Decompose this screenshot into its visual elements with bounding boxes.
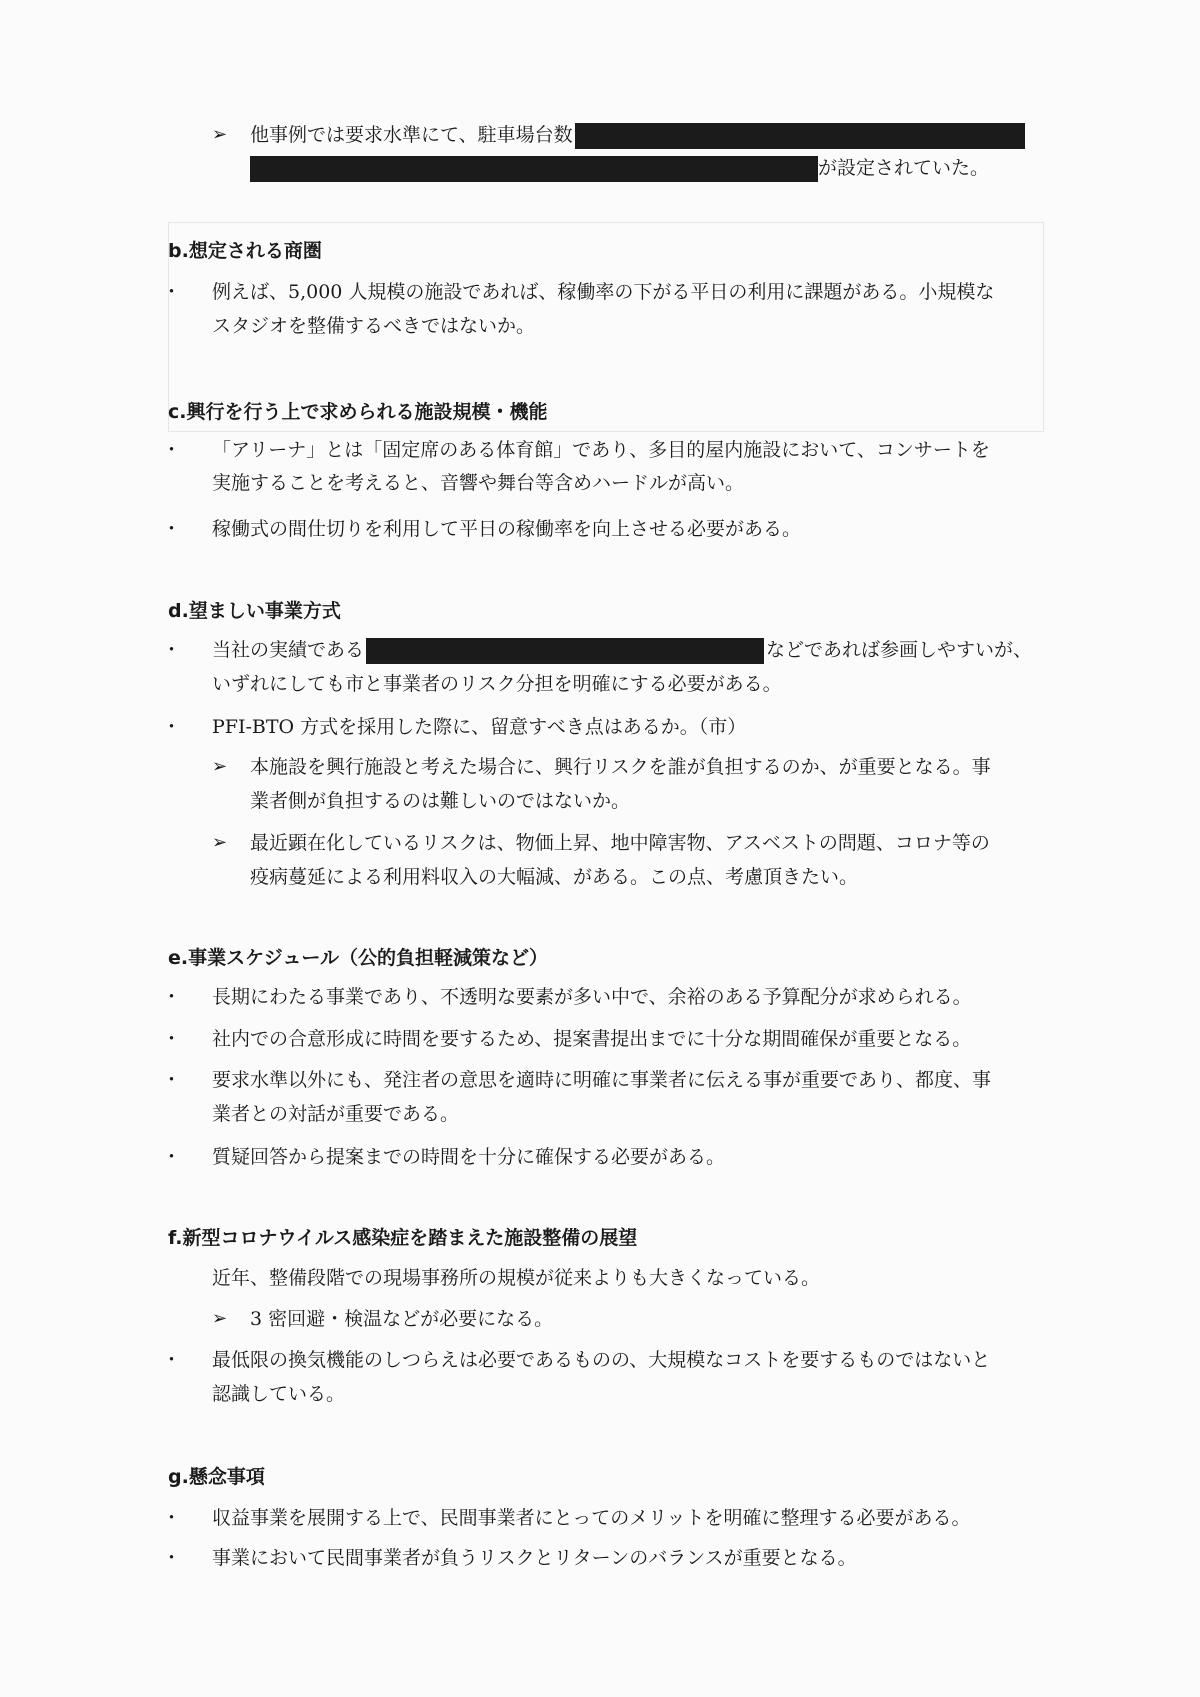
f-item2-line1: 最低限の換気機能のしつらえは必要であるものの、大規模なコストを要するものではないと — [212, 1349, 991, 1371]
section-g-heading: g.懸念事項 — [168, 1466, 265, 1488]
d-sub2-line2: 疫病蔓延による利用料収入の大幅減、がある。この点、考慮頂きたい。 — [250, 866, 859, 888]
arrow-bullet-icon: ➢ — [212, 756, 228, 777]
redaction-block — [366, 638, 764, 664]
intro-line-1: 他事例では要求水準にて、駐車場台数 — [250, 121, 1025, 149]
d-sub1-line2: 業者側が負担するのは難しいのではないか。 — [250, 790, 631, 812]
e-item3-line2: 業者との対話が重要である。 — [212, 1103, 460, 1125]
e-item3-line1: 要求水準以外にも、発注者の意思を適時に明確に事業者に伝える事が重要であり、都度、事 — [212, 1069, 992, 1091]
bullet-icon: ・ — [162, 1507, 182, 1529]
f-item2-line2: 認識している。 — [212, 1383, 346, 1405]
bullet-icon: ・ — [162, 716, 182, 738]
f-item1: 近年、整備段階での現場事務所の規模が従来よりも大きくなっている。 — [212, 1267, 821, 1289]
bullet-icon: ・ — [162, 1028, 182, 1050]
bullet-icon: ・ — [162, 281, 182, 303]
redaction-block — [575, 123, 1025, 149]
bullet-icon: ・ — [162, 986, 182, 1008]
section-f-heading: f.新型コロナウイルス感染症を踏まえた施設整備の展望 — [168, 1227, 638, 1249]
e-item1: 長期にわたる事業であり、不透明な要素が多い中で、余裕のある予算配分が求められる。 — [212, 986, 972, 1008]
intro-line-2: が設定されていた。 — [250, 154, 989, 182]
redaction-block — [250, 156, 818, 182]
g-item2: 事業において民間事業者が負うリスクとリターンのバランスが重要となる。 — [212, 1547, 857, 1569]
bullet-icon: ・ — [162, 518, 182, 540]
c-item1-line1: 「アリーナ」とは「固定席のある体育館」であり、多目的屋内施設において、コンサートを — [212, 439, 990, 461]
section-e-heading: e.事業スケジュール（公的負担軽減策など） — [168, 947, 548, 969]
bullet-icon: ・ — [162, 1349, 182, 1371]
e-item2: 社内での合意形成に時間を要するため、提案書提出までに十分な期間確保が重要となる。 — [212, 1028, 972, 1050]
d-item1-line2: いずれにしても市と事業者のリスク分担を明確にする必要がある。 — [212, 673, 782, 695]
e-item4: 質疑回答から提案までの時間を十分に確保する必要がある。 — [212, 1146, 726, 1168]
d-sub1-line1: 本施設を興行施設と考えた場合に、興行リスクを誰が負担するのか、が重要となる。事 — [250, 756, 991, 778]
f-sub1: 3 密回避・検温などが必要になる。 — [250, 1308, 554, 1330]
arrow-bullet-icon: ➢ — [212, 832, 228, 853]
bullet-icon: ・ — [162, 639, 182, 661]
b-item1-line1: 例えば、5,000 人規模の施設であれば、稼働率の下がる平日の利用に課題がある。小規模な — [212, 281, 995, 303]
c-item2: 稼働式の間仕切りを利用して平日の稼働率を向上させる必要がある。 — [212, 518, 802, 540]
arrow-bullet-icon: ➢ — [212, 124, 228, 145]
bullet-icon: ・ — [162, 1146, 182, 1168]
bullet-icon: ・ — [162, 1547, 182, 1569]
d-item2: PFI-BTO 方式を採用した際に、留意すべき点はあるか。（市） — [212, 716, 747, 738]
d-item1-line1: 当社の実績である などであれば参画しやすいが、 — [212, 636, 1032, 664]
bullet-icon: ・ — [162, 439, 182, 461]
arrow-bullet-icon: ➢ — [212, 1308, 228, 1329]
d-sub2-line1: 最近顕在化しているリスクは、物価上昇、地中障害物、アスベストの問題、コロナ等の — [250, 832, 990, 854]
c-item1-line2: 実施することを考えると、音響や舞台等含めハードルが高い。 — [212, 472, 745, 494]
b-item1-line2: スタジオを整備するべきではないか。 — [212, 315, 536, 337]
bullet-icon: ・ — [162, 1069, 182, 1091]
section-b-heading: b.想定される商圏 — [168, 240, 322, 262]
g-item1: 収益事業を展開する上で、民間事業者にとってのメリットを明確に整理する必要がある。 — [212, 1507, 971, 1529]
section-c-heading: c.興行を行う上で求められる施設規模・機能 — [168, 401, 548, 423]
section-d-heading: d.望ましい事業方式 — [168, 600, 341, 622]
